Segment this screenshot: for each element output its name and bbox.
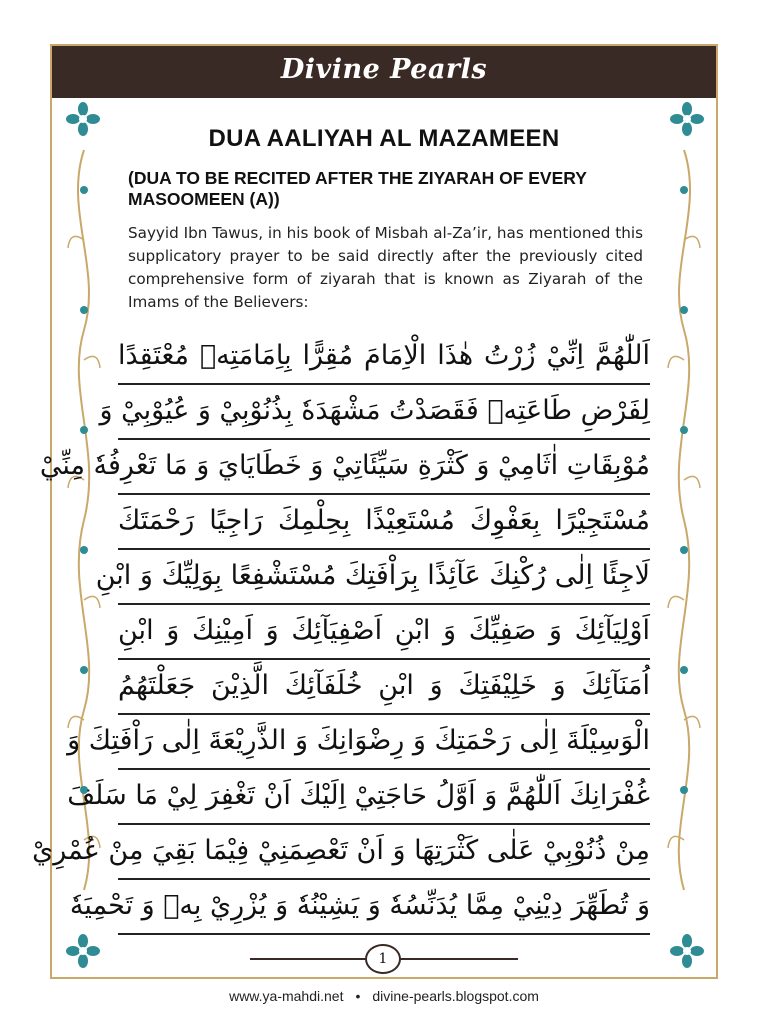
footer-separator: • [355,988,361,1004]
footer-link-ya-mahdi[interactable]: www.ya-mahdi.net [229,988,344,1004]
dua-title: DUA AALIYAH AL MAZAMEEN [208,125,560,152]
arabic-line: وَ تُطَهِّرَ دِيْنِيْ مِمَّا يُدَنِّسُهٗ وَ يَشِيْنُهٗ وَ يُزْرِيْ بِهٖ وَ تَحْمِيَهٗ [118,880,650,935]
flower-ornament-icon [66,102,100,136]
footer [0,988,768,1004]
arabic-line: مُوْبِقَاتِ اٰثَامِيْ وَ كَثْرَةِ سَيِّئَاتِيْ وَ خَطَايَايَ وَ مَا تَعْرِفُهٗ مِنِّيْ [118,440,650,495]
arabic-line: مِنْ ذُنُوْبِيْ عَلٰى كَثْرَتِهَا وَ اَنْ تَعْصِمَنِيْ فِيْمَا بَقِيَ مِنْ عُمْرِيْ [118,825,650,880]
flower-ornament-icon [670,102,704,136]
arabic-line: مُسْتَجِيْرًا بِعَفْوِكَ مُسْتَعِيْذًا بِحِلْمِكَ رَاجِيًا رَحْمَتَكَ [118,495,650,550]
arabic-line: لِفَرْضِ طَاعَتِهٖ فَقَصَدْتُ مَشْهَدَهٗ بِذُنُوْبِيْ وَ عُيُوْبِيْ وَ [118,385,650,440]
flower-ornament-icon [670,934,704,968]
arabic-text-block [32,330,650,935]
arabic-line: اُمَنَآئِكَ وَ خَلِيْفَتِكَ وَ ابْنِ خُلَفَآئِكَ الَّذِيْنَ جَعَلْتَهُمُ [118,660,650,715]
flower-ornament-icon [66,934,100,968]
intro-paragraph: Sayyid Ibn Tawus, in his book of Misbah al-Za’ir, has mentioned this supplicatory prayer to be said directly after the previously cited comprehensive form of ziyarah that is known as Ziyarah of the Imams of the Believers: [128,224,643,311]
arabic-line: اَللّٰهُمَّ اِنِّيْ زُرْتُ هٰذَا الْاِمَامَ مُقِرًّا بِاِمَامَتِهٖ مُعْتَقِدًا [118,330,650,385]
footer-link-divine-pearls[interactable]: divine-pearls.blogspot.com [372,988,539,1004]
arabic-line: اَوْلِيَآئِكَ وَ صَفِيِّكَ وَ ابْنِ اَصْفِيَآئِكَ وَ اَمِيْنِكَ وَ ابْنِ [118,605,650,660]
page-number: 1 [365,944,401,974]
arabic-line: غُفْرَانِكَ اَللّٰهُمَّ وَ اَوَّلُ حَاجَتِيْ اِلَيْكَ اَنْ تَغْفِرَ لِيْ مَا سَلَفَ [118,770,650,825]
arabic-line: الْوَسِيْلَةَ اِلٰى رَحْمَتِكَ وَ رِضْوَانِكَ وَ الذَّرِيْعَةَ اِلٰى رَاْفَتِكَ وَ [118,715,650,770]
arabic-line: لَاجِئًا اِلٰى رُكْنِكَ عَآئِذًا بِرَاْفَتِكَ مُسْتَشْفِعًا بِوَلِيِّكَ وَ ابْنِ [118,550,650,605]
right-vine-ornament-icon [662,150,706,890]
dua-subtitle: (DUA TO BE RECITED AFTER THE ZIYARAH OF EVERY MASOOMEEN (A)) [128,168,587,209]
brand-title: Divine Pearls [280,54,488,85]
header-banner [52,46,716,98]
